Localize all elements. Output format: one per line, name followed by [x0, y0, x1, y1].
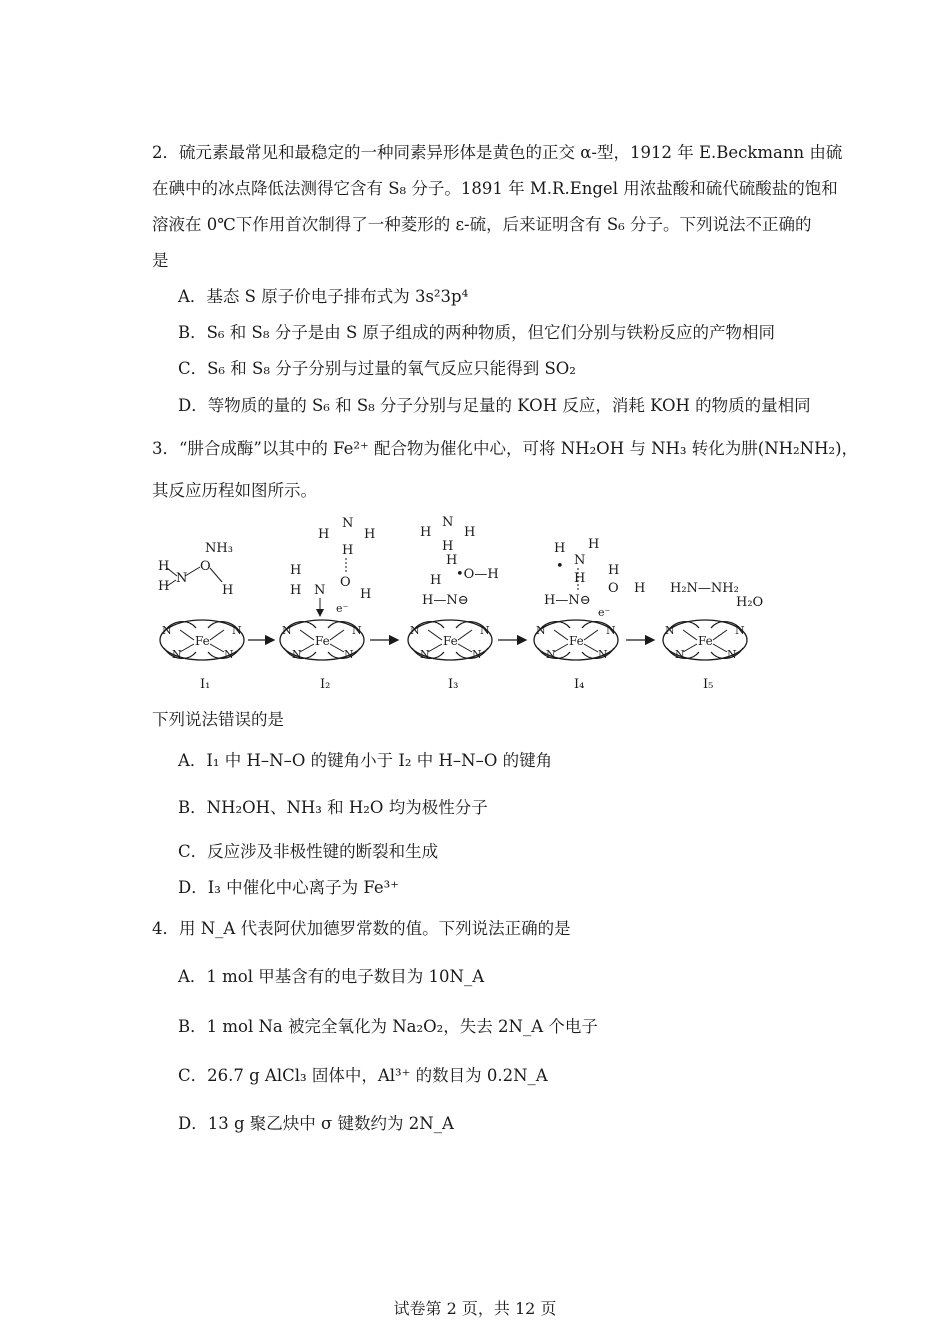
svg-text:N: N — [282, 624, 292, 637]
intermediate-i2 — [280, 620, 364, 661]
q2-option-b: B．S₆ 和 S₈ 分子是由 S 原子组成的两种物质，但它们分别与铁粉反应的产物相同 — [178, 323, 775, 342]
q3-prompt: 下列说法错误的是 — [152, 710, 284, 729]
svg-text:N: N — [606, 624, 616, 637]
svg-text:Fe: Fe — [698, 634, 713, 648]
svg-text:N: N — [675, 648, 685, 661]
svg-text:N: N — [420, 648, 430, 661]
svg-text:N: N — [232, 624, 242, 637]
q4-option-d: D．13 g 聚乙炔中 σ 键数约为 2N_A — [178, 1114, 454, 1133]
q3-option-d: D．I₃ 中催化中心离子为 Fe³⁺ — [178, 878, 399, 897]
q4-option-c: C．26.7 g AlCl₃ 固体中，Al³⁺ 的数目为 0.2N_A — [178, 1066, 548, 1085]
q4-option-b: B．1 mol Na 被完全氧化为 Na₂O₂，失去 2N_A 个电子 — [178, 1017, 598, 1036]
svg-text:H—N⊖: H—N⊖ — [544, 593, 591, 608]
q3-stem-line-1: 3．“肼合成酶”以其中的 Fe²⁺ 配合物为催化中心，可将 NH₂OH 与 NH₃ 转化为肼(NH₂NH₂)， — [152, 439, 859, 458]
svg-text:N: N — [314, 583, 326, 598]
svg-text:N: N — [172, 648, 182, 661]
svg-text:H: H — [222, 583, 234, 598]
q2-option-a: A．基态 S 原子价电子排布式为 3s²3p⁴ — [178, 287, 469, 306]
q3-stem-line-2: 其反应历程如图所示。 — [152, 481, 317, 500]
svg-text:Fe: Fe — [315, 634, 330, 648]
intermediate-i1 — [160, 620, 244, 661]
svg-text:N: N — [162, 624, 172, 637]
page-footer: 试卷第 2 页，共 12 页 — [393, 1299, 557, 1318]
svg-text:e⁻: e⁻ — [336, 602, 349, 615]
svg-text:N: N — [292, 648, 302, 661]
svg-text:N: N — [480, 624, 490, 637]
svg-text:H: H — [360, 587, 372, 602]
svg-text:H: H — [574, 571, 586, 586]
svg-text:H—N⊖: H—N⊖ — [422, 593, 469, 608]
svg-text:H: H — [442, 539, 454, 554]
q2-option-d: D．等物质的量的 S₆ 和 S₈ 分子分别与足量的 KOH 反应，消耗 KOH 的物质的量相同 — [178, 396, 811, 415]
svg-text:N: N — [352, 624, 362, 637]
svg-text:H: H — [634, 581, 646, 596]
svg-text:N: N — [598, 648, 608, 661]
intermediate-i5 — [663, 620, 747, 661]
i5-hydrazine: H₂N—NH₂ — [670, 581, 739, 596]
svg-text:N: N — [472, 648, 482, 661]
svg-text:H: H — [318, 527, 330, 542]
svg-text:O: O — [608, 581, 619, 596]
svg-text:H: H — [342, 543, 354, 558]
svg-text:H: H — [608, 563, 620, 578]
svg-text:N: N — [224, 648, 234, 661]
svg-text:H: H — [364, 527, 376, 542]
q3-option-a: A．I₁ 中 H–N–O 的键角小于 I₂ 中 H–N–O 的键角 — [178, 751, 553, 770]
q3-option-c: C．反应涉及非极性键的断裂和生成 — [178, 842, 439, 861]
svg-text:H: H — [464, 525, 476, 540]
svg-text:H: H — [158, 579, 170, 594]
svg-text:N: N — [536, 624, 546, 637]
q3-option-b: B．NH₂OH、NH₃ 和 H₂O 均为极性分子 — [178, 798, 488, 817]
q2-option-c: C．S₆ 和 S₈ 分子分别与过量的氧气反应只能得到 SO₂ — [178, 359, 576, 378]
svg-text:N: N — [574, 553, 586, 568]
svg-text:H: H — [290, 583, 302, 598]
oh-radical: •O—H — [456, 567, 499, 582]
svg-text:Fe: Fe — [443, 634, 458, 648]
q2-stem-line-2: 在碘中的冰点降低法测得它含有 S₈ 分子。1891 年 M.R.Engel 用浓盐酸和硫代硫酸盐的饱和 — [152, 179, 838, 198]
svg-text:O: O — [200, 559, 211, 574]
q2-stem-line-1: 2．硫元素最常见和最稳定的一种同素异形体是黄色的正交 α-型，1912 年 E.Beckmann 由硫 — [152, 143, 843, 162]
intermediate-i3 — [408, 620, 492, 661]
label-i5: I₅ — [703, 677, 714, 692]
svg-text:N: N — [727, 648, 737, 661]
i5-water: H₂O — [736, 595, 764, 610]
svg-text:Fe: Fe — [195, 634, 210, 648]
label-i2: I₂ — [320, 677, 331, 692]
q4-stem: 4．用 N_A 代表阿伏加德罗常数的值。下列说法正确的是 — [152, 919, 571, 938]
reaction-mechanism-diagram — [150, 512, 790, 697]
svg-text:H: H — [430, 573, 442, 588]
svg-text:N: N — [735, 624, 745, 637]
svg-text:N: N — [344, 648, 354, 661]
svg-text:H: H — [158, 559, 170, 574]
q4-option-a: A．1 mol 甲基含有的电子数目为 10N_A — [178, 967, 485, 986]
svg-text:•: • — [556, 559, 564, 574]
svg-text:H: H — [420, 525, 432, 540]
svg-text:N: N — [546, 648, 556, 661]
svg-text:H: H — [554, 541, 566, 556]
svg-text:Fe: Fe — [569, 634, 584, 648]
q2-stem-line-4: 是 — [152, 251, 169, 270]
label-i4: I₄ — [574, 677, 585, 692]
svg-text:N: N — [176, 571, 188, 586]
q2-stem-line-3: 溶液在 0℃下作用首次制得了一种菱形的 ε-硫，后来证明含有 S₆ 分子。下列说法不正确的 — [152, 215, 812, 234]
intermediate-i4 — [534, 620, 618, 661]
svg-text:H: H — [446, 553, 458, 568]
svg-text:e⁻: e⁻ — [598, 606, 611, 619]
svg-text:N: N — [442, 515, 454, 530]
svg-text:N: N — [342, 516, 354, 531]
svg-text:N: N — [410, 624, 420, 637]
svg-text:O: O — [340, 575, 351, 590]
label-i1: I₁ — [200, 677, 211, 692]
svg-text:H: H — [588, 537, 600, 552]
svg-text:N: N — [665, 624, 675, 637]
i1-nh3: NH₃ — [205, 541, 233, 556]
svg-text:H: H — [290, 563, 302, 578]
label-i3: I₃ — [448, 677, 459, 692]
